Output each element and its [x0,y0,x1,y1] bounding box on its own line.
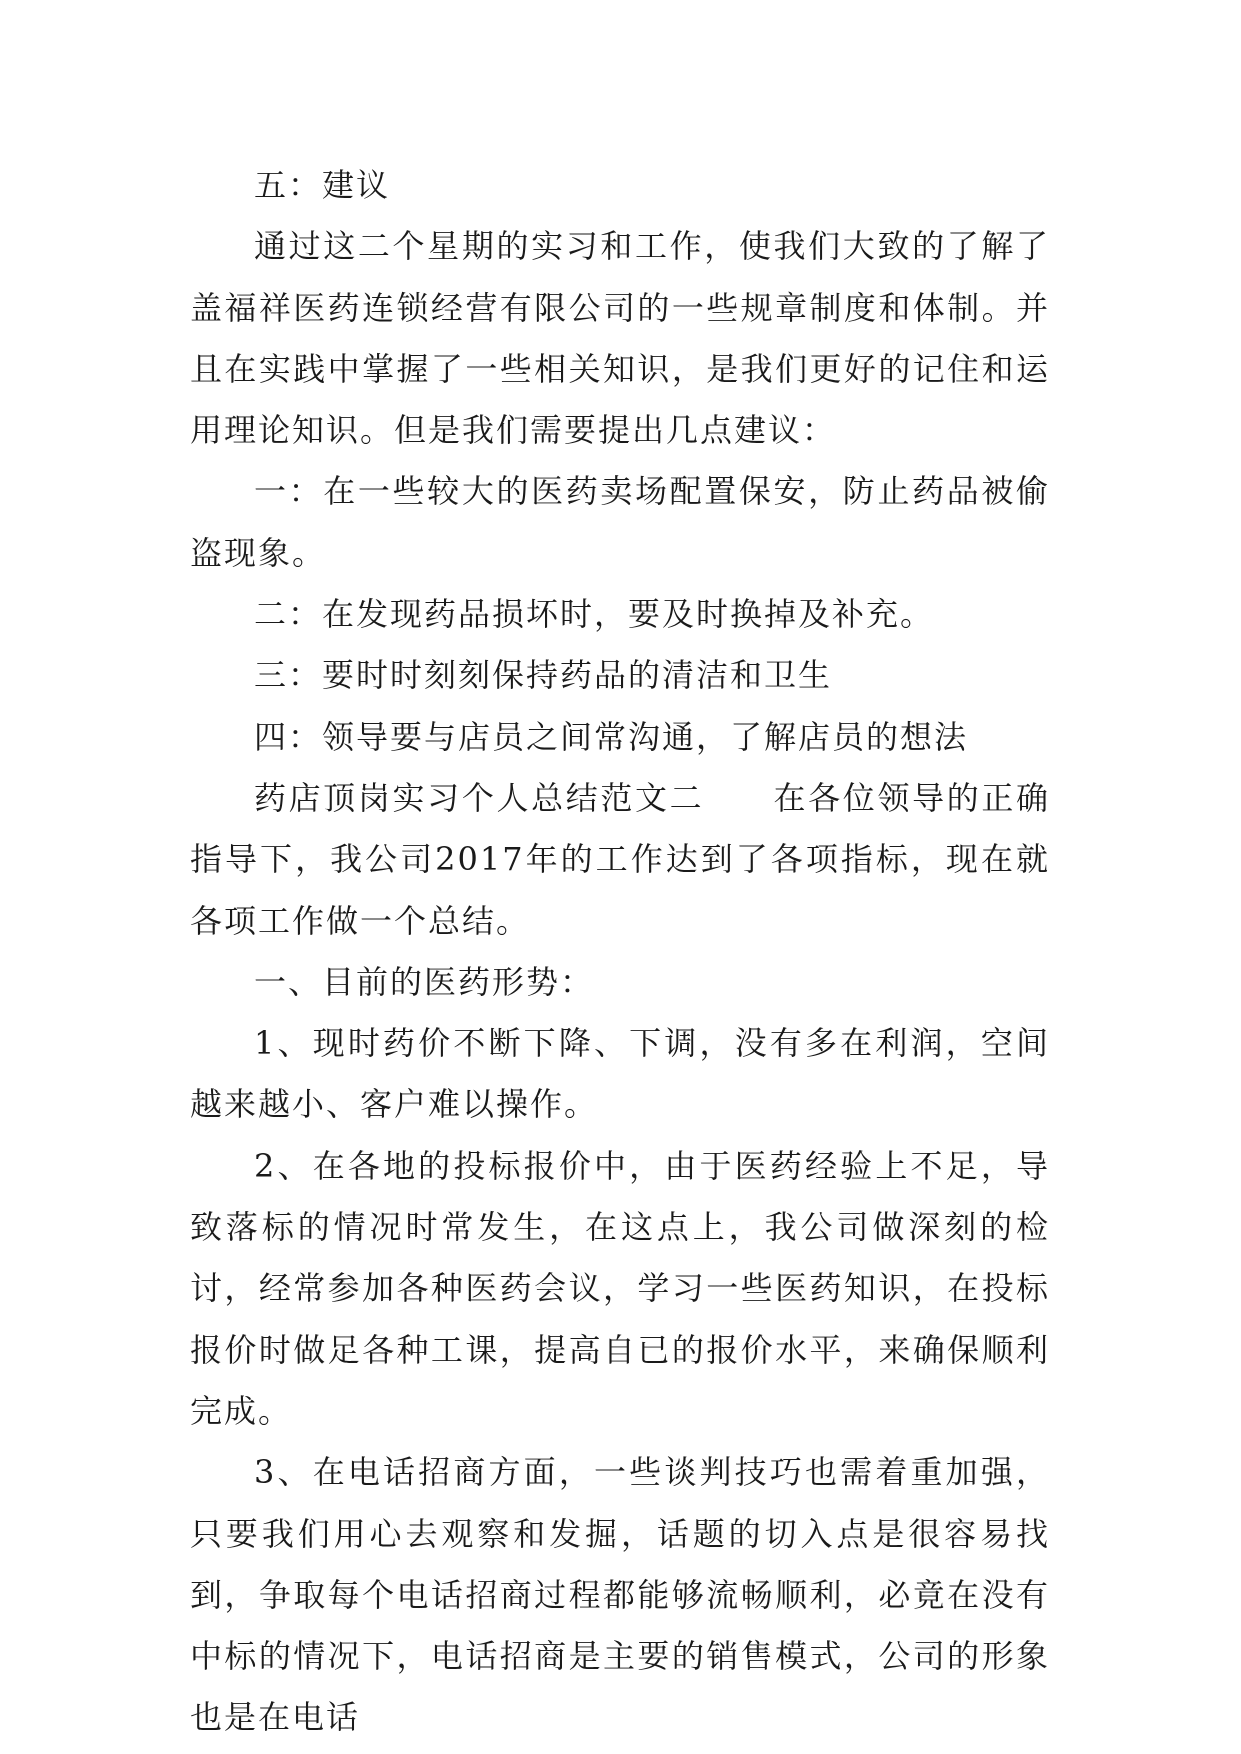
paragraph: 2、在各地的投标报价中，由于医药经验上不足，导致落标的情况时常发生，在这点上，我公司做深刻的检讨，经常参加各种医药会议，学习一些医药知识，在投标报价时做足各种工课，提高自已的报价水平，来确保顺利完成。 [190,1146,1050,1430]
paragraph: 通过这二个星期的实习和工作，使我们大致的了解了盖福祥医药连锁经营有限公司的一些规章制度和体制。并且在实践中掌握了一些相关知识，是我们更好的记住和运用理论知识。但是我们需要提出几点建议： [190,227,1050,450]
section-heading: 五：建议 [254,166,391,204]
paragraph: 一：在一些较大的医药卖场配置保安，防止药品被偷盗现象。 [190,472,1050,572]
paragraph: 3、在电话招商方面，一些谈判技巧也需着重加强，只要我们用心去观察和发掘，话题的切入点是很容易找到，争取每个电话招商过程都能够流畅顺利，必竟在没有中标的情况下，电话招商是主要的销售模式，公司的形象也是在电话 [190,1453,1050,1737]
section-heading: 一、目前的医药形势： [254,962,595,1001]
paragraph: 二：在发现药品损坏时，要及时换掉及补充。 [254,595,935,634]
paragraph: 三：要时时刻刻保持药品的清洁和卫生 [254,656,833,695]
document-body [190,155,1050,1749]
paragraph: 药店顶岗实习个人总结范文二 在各位领导的正确指导下，我公司2017年的工作达到了各项指标，现在就各项工作做一个总结。 [190,778,1050,940]
paragraph: 1、现时药价不断下降、下调，没有多在利润，空间越来越小、客户难以操作。 [190,1024,1050,1124]
paragraph: 四：领导要与店员之间常沟通，了解店员的想法 [254,717,969,756]
